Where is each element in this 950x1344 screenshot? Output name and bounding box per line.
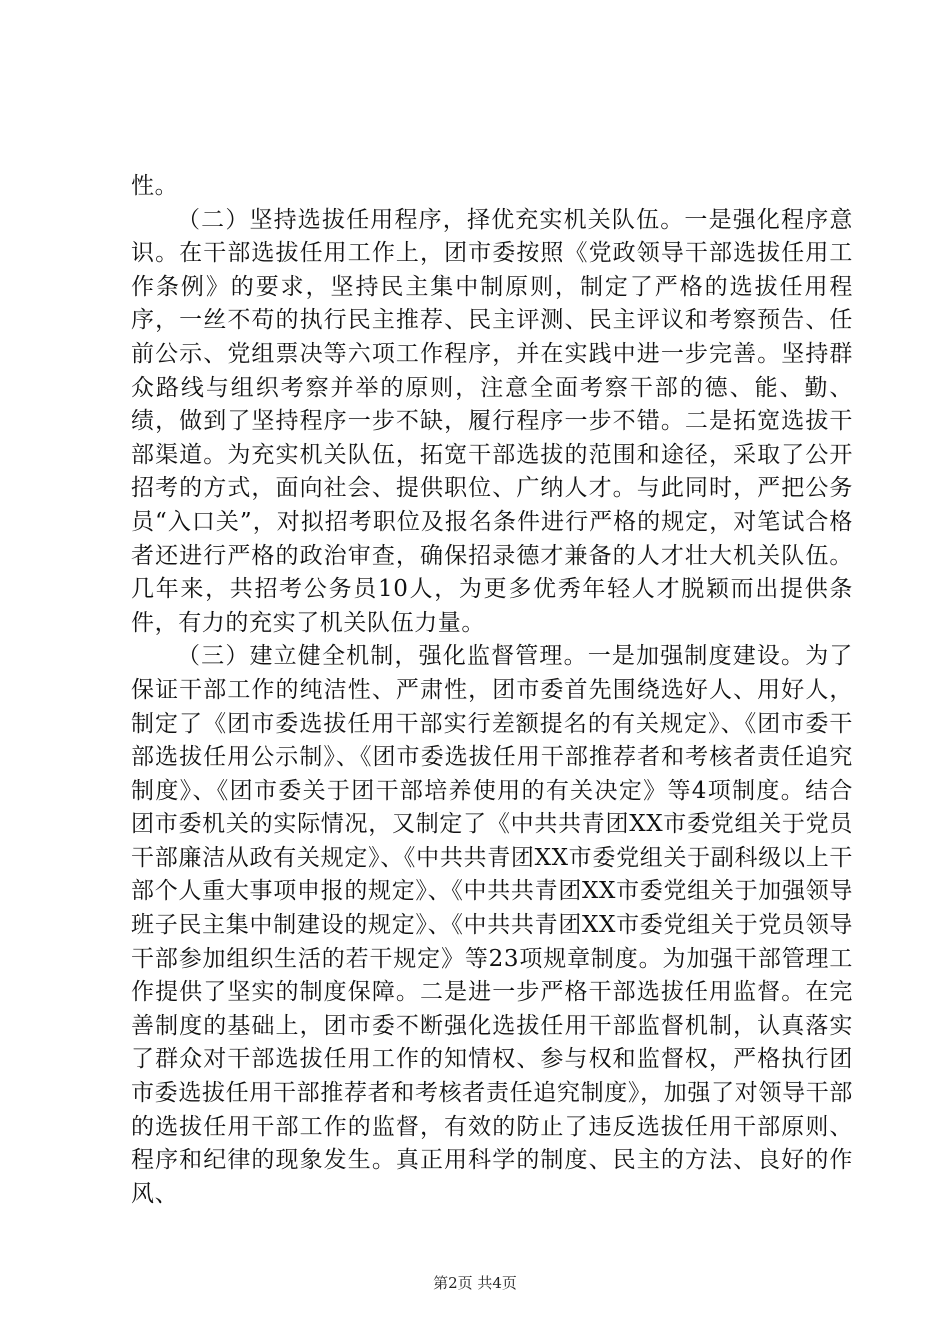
page-footer (0, 1272, 950, 1293)
page-number-label: 第2页 共4页 (433, 1274, 517, 1292)
document-body (131, 170, 853, 1211)
paragraph-section-3: （三）建立健全机制，强化监督管理。一是加强制度建设。为了保证干部工作的纯洁性、严肃性，团市委首先围绕选好人、用好人，制定了《团市委选拔任用干部实行差额提名的有关规定》、《团市委干部选拔任用公示制》、《团市委选拔任用干部推荐者和考核者责任追究制度》、《团市委关于团干部培养使用的有关决定》等4项制度。结合团市委机关的实际情况，又制定了《中共共青团XX市委党组关于党员干部廉洁从政有关规定》、《中共共青团XX市委党组关于副科级以上干部个人重大事项申报的规定》、《中共共青团XX市委党组关于加强领导班子民主集中制建设的规定》、《中共共青团XX市委党组关于党员领导干部参加组织生活的若干规定》等23项规章制度。为加强干部管理工作提供了坚实的制度保障。二是进一步严格干部选拔任用监督。在完善制度的基础上，团市委不断强化选拔任用干部监督机制，认真落实了群众对干部选拔任用工作的知情权、参与权和监督权，严格执行团市委选拔任用干部推荐者和考核者责任追究制度》，加强了对领导干部的选拔任用干部工作的监督，有效的防止了违反选拔任用干部原则、程序和纪律的现象发生。真正用科学的制度、民主的方法、良好的作风、 (131, 643, 853, 1207)
paragraph-section-2: （二）坚持选拔任用程序，择优充实机关队伍。一是强化程序意识。在干部选拔任用工作上，团市委按照《党政领导干部选拔任用工作条例》的要求，坚持民主集中制原则，制定了严格的选拔任用程序，一丝不苟的执行民主推荐、民主评测、民主评议和考察预告、任前公示、党组票决等六项工作程序，并在实践中进一步完善。坚持群众路线与组织考察并举的原则，注意全面考察干部的德、能、勤、绩，做到了坚持程序一步不缺，履行程序一步不错。二是拓宽选拔干部渠道。为充实机关队伍，拓宽干部选拔的范围和途径，采取了公开招考的方式，面向社会、提供职位、广纳人才。与此同时，严把公务员“入口关”，对拟招考职位及报名条件进行严格的规定，对笔试合格者还进行严格的政治审查，确保招录德才兼备的人才壮大机关队伍。几年来，共招考公务员10人，为更多优秀年轻人才脱颖而出提供条件，有力的充实了机关队伍力量。 (131, 206, 853, 636)
paragraph-continuation: 性。 (131, 173, 179, 199)
